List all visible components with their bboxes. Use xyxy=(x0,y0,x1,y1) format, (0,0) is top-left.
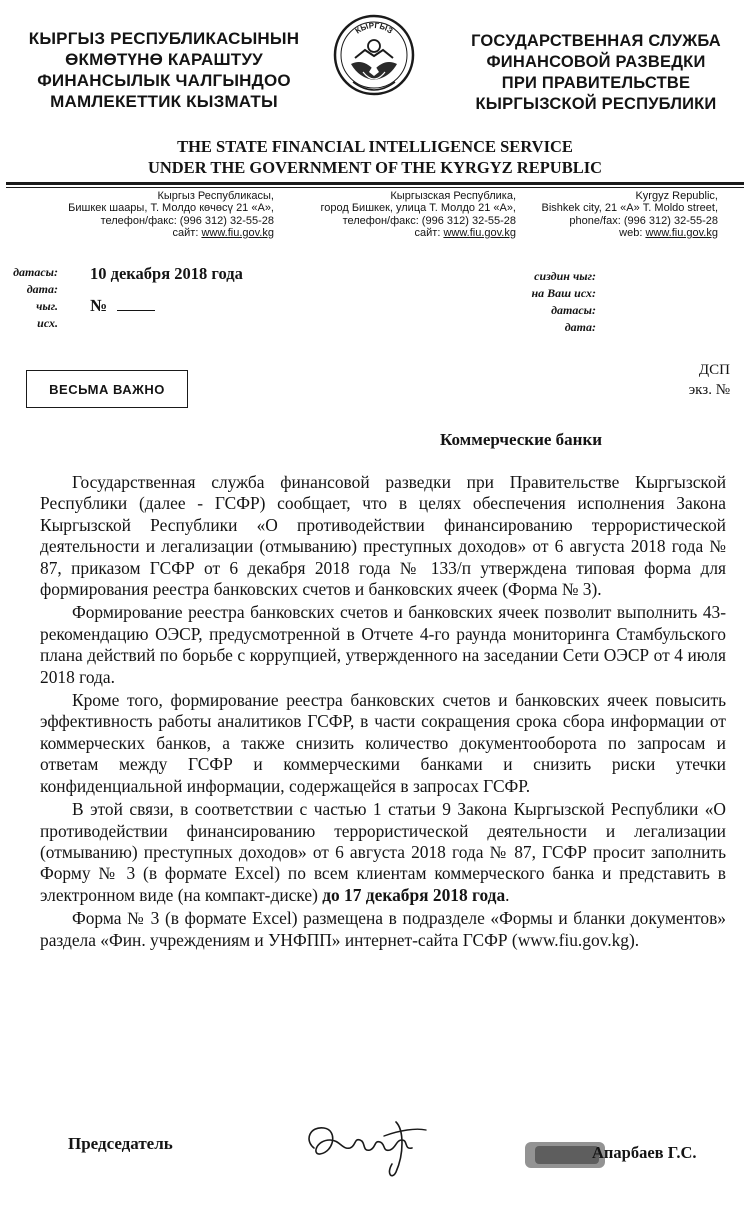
paragraph-4: В этой связи, в соответствии с частью 1 статьи 9 Закона Кыргызской Республики «О противодействии финансированию террористической деятельности и легализации (отмыванию) преступных доходов» от 6 августа 2018 года № 87, ГСФР просит заполнить Форму № 3 (в формате Excel) по всем клиентам коммерческого банка и представить в электронном виде (на компакт-диске) до 17 декабря 2018 года. xyxy=(40,799,726,905)
letter-body xyxy=(40,472,726,953)
emblem-text: КЫРГЫЗ xyxy=(353,21,395,36)
paragraph-2: Формирование реестра банковских счетов и банковских ячеек позволит выполнить 43-рекомендацию ОЭСР, предусмотренной в Отчете 4-го раунда мониторинга Стамбульского плана действий по борьбе с коррупцией, утвержденного на заседании Сети ОЭСР от 4 июля 2018 года. xyxy=(40,602,726,687)
document-number: № xyxy=(90,296,155,316)
signer-title: Председатель xyxy=(68,1134,173,1153)
address-english: Kyrgyz Republic, Bishkek city, 21 «А» T. Moldo street, phone/fax: (996 312) 32-55-28 web: www.fiu.gov.kg xyxy=(541,190,718,239)
website-link[interactable]: www.fiu.gov.kg xyxy=(201,226,274,239)
header-divider xyxy=(6,182,744,185)
document-date: 10 декабря 2018 года xyxy=(90,264,243,283)
address-russian: Кыргызская Республика, город Бишкек, улица Т. Молдо 21 «А», телефон/факс: (996 312) 32-55-28 сайт: www.fiu.gov.kg xyxy=(320,190,516,239)
classification-mark: ДСП экз. № xyxy=(688,362,730,398)
addressee: Коммерческие банки xyxy=(440,430,603,449)
paragraph-3: Кроме того, формирование реестра банковских счетов и банковских ячеек повысить эффективность работы аналитиков ГСФР, в части сокращения срока сбора информации от коммерческих банков, а также снизить количество документооборота по запросам и ответам между ГСФР и коммерческими банками и снизить риски утечки конфиденциальной информации, содержащейся в запросах ГСФР. xyxy=(40,690,726,796)
signer-name: Апарбаев Г.С. xyxy=(592,1143,697,1162)
paragraph-5: Форма № 3 (в формате Excel) размещена в подразделе «Формы и бланки документов» раздела «Фин. учреждениям и УНФПП» интернет-сайта ГСФР (www.fiu.gov.kg). xyxy=(40,908,726,950)
deadline: до 17 декабря 2018 года xyxy=(322,884,506,905)
svg-text:КЫРГЫЗ xyxy=(354,21,395,36)
organization-name-russian: ГОСУДАРСТВЕННАЯ СЛУЖБА ФИНАНСОВОЙ РАЗВЕДКИ ПРИ ПРАВИТЕЛЬСТВЕ КЫРГЫЗСКОЙ РЕСПУБЛИКИ xyxy=(471,32,721,113)
paragraph-1: Государственная служба финансовой разведки при Правительстве Кыргызской Республики (далее - ГСФР) сообщает, что в целях обеспечения исполнения Закона Кыргызской Республики «О противодействии финансированию террористической деятельности и легализации (отмыванию) преступных доходов» от 6 августа 2018 года № 87, приказом ГСФР от 6 декабря 2018 года № 133/п утверждена типовая форма для формирования реестра банковских счетов и банковских ячеек (Форма № 3). xyxy=(40,472,726,600)
organization-name-kyrgyz: КЫРГЫЗ РЕСПУБЛИКАСЫНЫН ӨКМӨТҮНӨ КАРАШТУУ ФИНАНСЫЛЫК ЧАЛГЫНДОО МАМЛЕКЕТТИК КЫЗМАТЫ xyxy=(28,29,300,111)
outgoing-meta-labels: датасы: дата: чыг. исх. xyxy=(13,265,58,330)
organization-name-english: THE STATE FINANCIAL INTELLIGENCE SERVICE UNDER THE GOVERNMENT OF THE KYRGYZ REPUBLIC xyxy=(147,137,603,177)
handwritten-signature xyxy=(300,1110,430,1182)
address-kyrgyz: Кыргыз Республикасы, Бишкек шаары, Т. Молдо көчөсү 21 «А», телефон/факс: (996 312) 32-55-28 сайт: www.fiu.gov.kg xyxy=(68,190,274,239)
priority-stamp: ВЕСЬМА ВАЖНО xyxy=(26,370,188,408)
kyrgyz-state-emblem-icon xyxy=(333,6,415,104)
number-blank xyxy=(117,297,155,311)
website-link[interactable]: www.fiu.gov.kg xyxy=(443,226,516,239)
incoming-meta-labels: сиздин чыг: на Ваш исх: датасы: дата: xyxy=(531,269,596,334)
website-link[interactable]: www.fiu.gov.kg xyxy=(645,226,718,239)
header-divider-thin xyxy=(6,187,744,188)
